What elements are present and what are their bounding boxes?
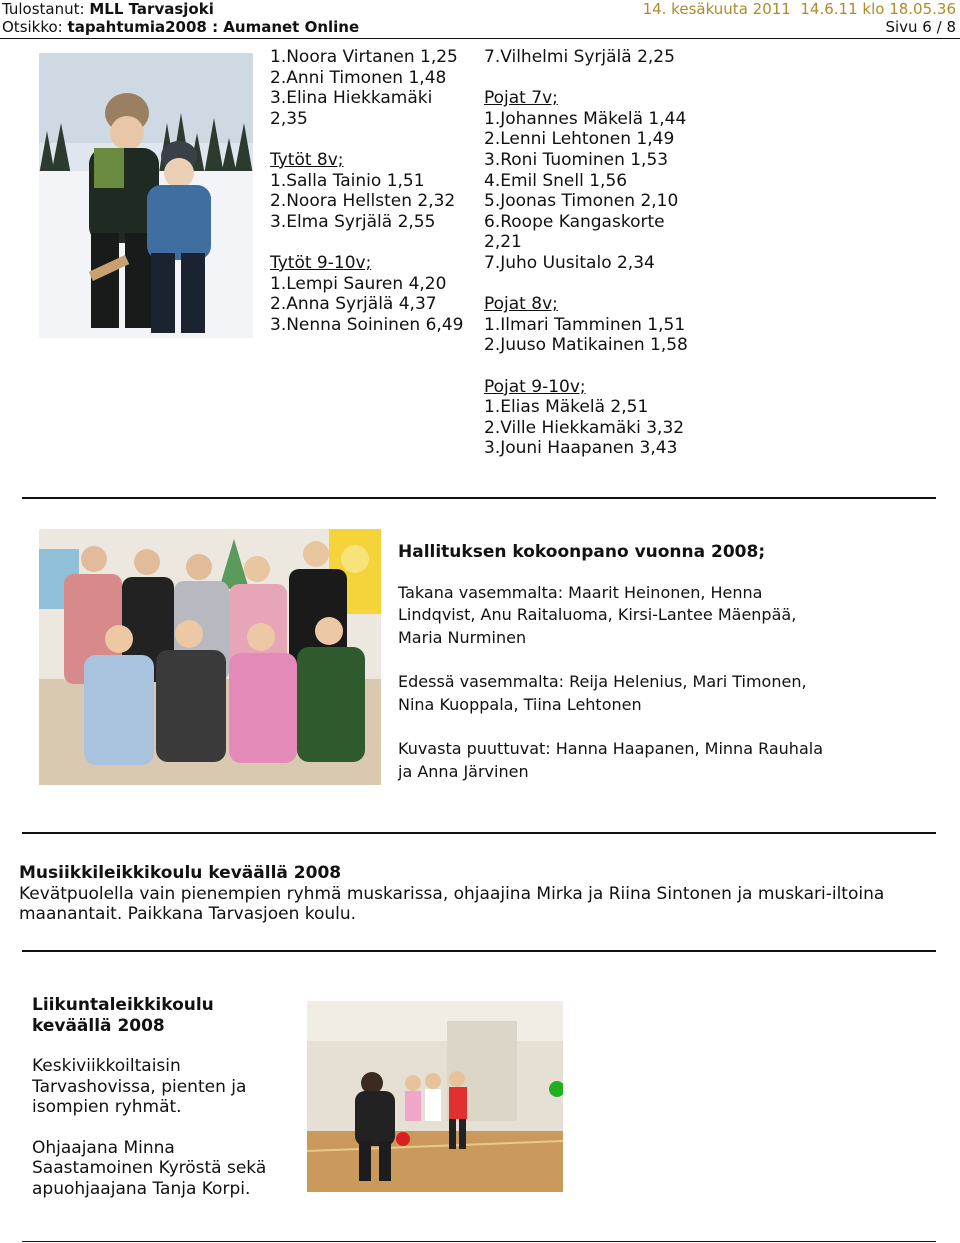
group-heading: Tytöt 9-10v;	[270, 252, 372, 273]
result-line: 1.Lempi Sauren 4,20	[270, 273, 447, 294]
board-group-photo	[39, 529, 381, 785]
sport-title: Liikuntaleikkikoulu keväällä 2008	[32, 995, 214, 1036]
footer-divider	[22, 1241, 936, 1242]
sport-paragraph-1: Keskiviikkoiltaisin Tarvashovissa, pienten ja isompien ryhmät.	[32, 1056, 247, 1117]
result-spacer	[270, 232, 463, 253]
print-timestamp: 14.6.11 klo 18.05.36	[800, 0, 956, 18]
group-heading: Pojat 8v;	[484, 294, 558, 315]
result-line: 2.Ville Hiekkamäki 3,32	[484, 417, 685, 438]
result-line: 6.Roope Kangaskorte	[484, 211, 665, 232]
music-title: Musiikkileikkikoulu keväällä 2008	[19, 863, 342, 883]
result-line: 3.Jouni Haapanen 3,43	[484, 438, 678, 459]
header-title	[2, 18, 359, 36]
result-line: 5.Joonas Timonen 2,10	[484, 191, 679, 212]
result-line: 1.Johannes Mäkelä 1,44	[484, 108, 687, 129]
result-line: 2.Juuso Matikainen 1,58	[484, 335, 688, 356]
gym-photo	[307, 1001, 563, 1192]
group-heading: Pojat 7v;	[484, 88, 558, 109]
result-spacer	[484, 274, 688, 295]
result-line: 3.Elma Syrjälä 2,55	[270, 211, 436, 232]
result-line: 7.Juho Uusitalo 2,34	[484, 252, 655, 273]
print-date: 14. kesäkuuta 2011	[642, 0, 791, 18]
result-line: 1.Ilmari Tamminen 1,51	[484, 314, 686, 335]
result-line: 2,35	[270, 108, 308, 129]
result-spacer	[484, 68, 688, 89]
music-body: Kevätpuolella vain pienempien ryhmä muskarissa, ohjaajina Mirka ja Riina Sintonen ja muskari-iltoina maanantait. Paikkana Tarvasjoen koulu.	[19, 883, 885, 924]
group-heading: Pojat 9-10v;	[484, 376, 586, 397]
result-line: 7.Vilhelmi Syrjälä 2,25	[484, 47, 675, 67]
board-front-row: Edessä vasemmalta: Reija Helenius, Mari Timonen, Nina Kuoppala, Tiina Lehtonen	[398, 672, 807, 714]
result-line: 2.Noora Hellsten 2,32	[270, 191, 456, 212]
results-boys-column	[484, 47, 688, 459]
sport-section	[32, 995, 282, 1199]
group-heading: Tytöt 8v;	[270, 149, 344, 170]
header-date	[643, 0, 956, 18]
printer-label: Tulostanut:	[2, 0, 85, 18]
board-back-row: Takana vasemmalta: Maarit Heinonen, Henna Lindqvist, Anu Raitaluoma, Kirsi-Lantee Mäenpää, Maria Nurminen	[398, 582, 797, 647]
music-section	[19, 863, 939, 925]
section-divider	[22, 950, 936, 952]
title-value: tapahtumia2008 : Aumanet Online	[67, 18, 360, 36]
result-line: 2.Anni Timonen 1,48	[270, 67, 447, 88]
header-printer	[2, 0, 214, 18]
result-line: 3.Nenna Soininen 6,49	[270, 314, 464, 335]
result-line: 2.Anna Syrjälä 4,37	[270, 294, 437, 315]
page-number: Sivu 6 / 8	[885, 18, 956, 36]
result-spacer	[270, 129, 463, 150]
printer-name: MLL Tarvasjoki	[89, 0, 214, 18]
section-divider	[22, 497, 936, 499]
section-divider	[22, 832, 936, 834]
result-line: 1.Salla Tainio 1,51	[270, 170, 425, 191]
results-girls-column	[270, 47, 463, 335]
result-line: 2.Lenni Lehtonen 1,49	[484, 129, 675, 150]
board-title: Hallituksen kokoonpano vuonna 2008;	[398, 542, 766, 562]
header-divider	[0, 38, 960, 39]
result-line: 1.Elias Mäkelä 2,51	[484, 397, 649, 418]
sport-paragraph-2: Ohjaajana Minna Saastamoinen Kyröstä sekä apuohjaajana Tanja Korpi.	[32, 1137, 267, 1199]
title-label: Otsikko:	[2, 18, 63, 36]
kids-snow-photo	[39, 53, 253, 338]
result-line: 2,21	[484, 232, 522, 253]
board-caption	[398, 541, 838, 805]
result-spacer	[484, 356, 688, 377]
board-missing: Kuvasta puuttuvat: Hanna Haapanen, Minna Rauhala ja Anna Järvinen	[398, 739, 823, 781]
result-line: 3.Elina Hiekkamäki	[270, 88, 433, 109]
result-line: 4.Emil Snell 1,56	[484, 170, 628, 191]
result-line: 1.Noora Virtanen 1,25	[270, 47, 458, 67]
result-line: 3.Roni Tuominen 1,53	[484, 149, 669, 170]
